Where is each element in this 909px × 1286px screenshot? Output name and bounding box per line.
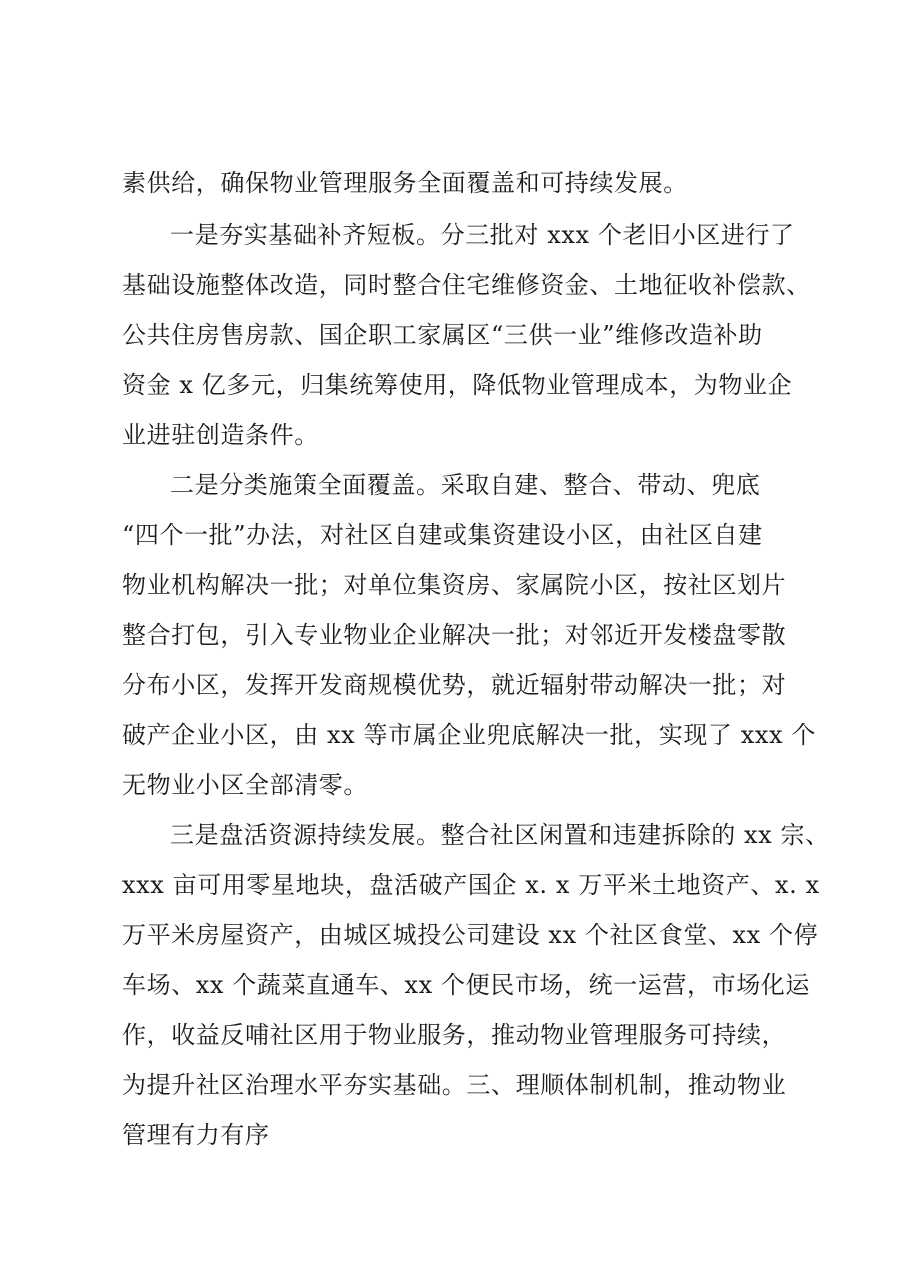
paragraph-line: 车场、xx 个蔬菜直通车、xx 个便民市场，统一运营，市场化运 xyxy=(122,971,810,999)
paragraph-line: 一是夯实基础补齐短板。分三批对 xxx 个老旧小区进行了 xyxy=(170,221,795,249)
paragraph-line: “四个一批”办法，对社区自建或集资建设小区，由社区自建 xyxy=(122,521,763,549)
paragraph-line: 分布小区，发挥开发商规模优势，就近辐射带动解决一批；对 xyxy=(122,671,787,699)
paragraph-line: 三是盘活资源持续发展。整合社区闲置和违建拆除的 xx 宗、 xyxy=(170,821,830,849)
paragraph-line: 资金 x 亿多元，归集统筹使用，降低物业管理成本，为物业企 xyxy=(122,371,793,399)
paragraph-line: 公共住房售房款、国企职工家属区“三供一业”维修改造补助 xyxy=(122,321,763,349)
paragraph-line: 基础设施整体改造，同时整合住宅维修资金、土地征收补偿款、 xyxy=(122,271,811,299)
paragraph-line: 二是分类施策全面覆盖。采取自建、整合、带动、兜底 xyxy=(170,471,761,499)
paragraph-line: 物业机构解决一批；对单位集资房、家属院小区，按社区划片 xyxy=(122,571,787,599)
paragraph-line: 为提升社区治理水平夯实基础。三、理顺体制机制，推动物业 xyxy=(122,1071,787,1099)
paragraph-line: 无物业小区全部清零。 xyxy=(122,771,368,799)
paragraph-line: 管理有力有序 xyxy=(122,1121,270,1149)
paragraph-line: 整合打包，引入专业物业企业解决一批；对邻近开发楼盘零散 xyxy=(122,621,787,649)
paragraph-line: 破产企业小区，由 xx 等市属企业兜底解决一批，实现了 xxx 个 xyxy=(122,721,816,749)
paragraph-line: xxx 亩可用零星地块，盘活破产国企 x. x 万平米土地资产、x. x xyxy=(122,871,820,899)
paragraph-line: 业进驻创造条件。 xyxy=(122,421,319,449)
paragraph-line: 作，收益反哺社区用于物业服务，推动物业管理服务可持续， xyxy=(122,1021,787,1049)
paragraph-line: 万平米房屋资产，由城区城投公司建设 xx 个社区食堂、xx 个停 xyxy=(122,921,819,949)
paragraph-line: 素供给，确保物业管理服务全面覆盖和可持续发展。 xyxy=(122,169,688,197)
